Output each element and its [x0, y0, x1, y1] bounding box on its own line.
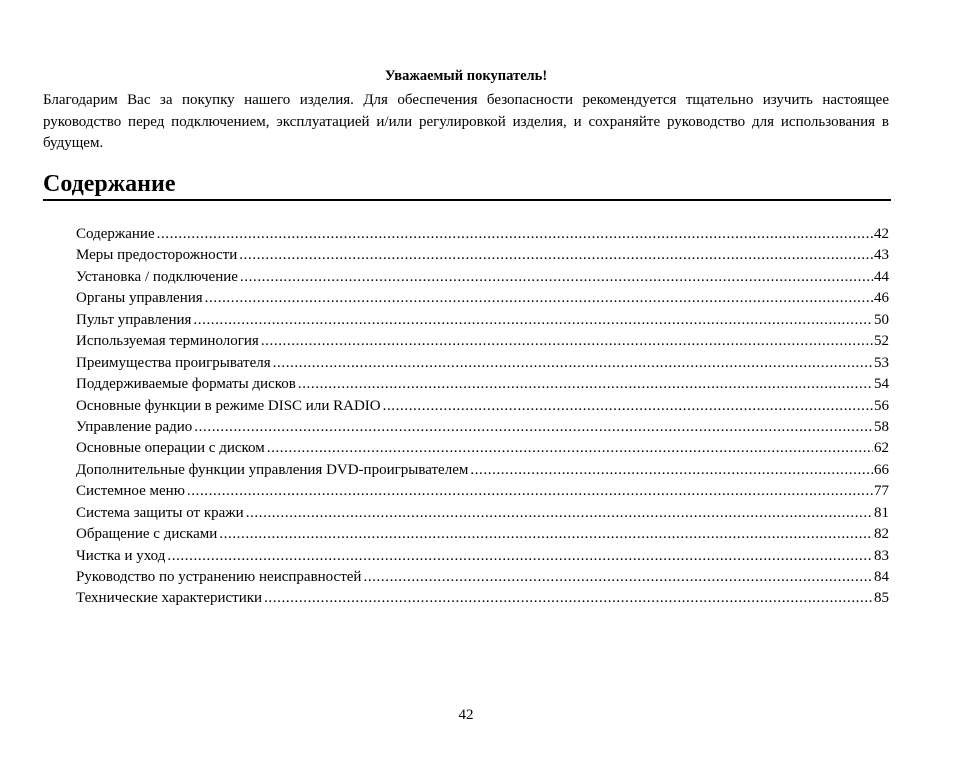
intro-paragraph: Благодарим Вас за покупку нашего изделия. Для обеспечения безопасности рекомендуется тщательно изучить настоящее руководство перед подключением, эксплуатацией и/или регулировкой изделия, и сохраняйте руководство для использования в будущем. [43, 92, 889, 151]
toc-entry-title: Установка / подключение [76, 268, 238, 285]
toc-entry-title: Меры предосторожности [76, 247, 238, 264]
toc-entry-title: Органы управления [76, 290, 203, 307]
toc-entry[interactable] [76, 481, 889, 502]
toc-leader-dots [246, 503, 873, 524]
toc-entry[interactable] [76, 331, 889, 352]
toc-entry-page: 58 [874, 418, 889, 435]
toc-leader-dots [219, 524, 873, 545]
toc-entry[interactable] [76, 288, 889, 309]
toc-leader-dots [193, 310, 873, 331]
table-of-contents [76, 224, 889, 610]
toc-entry-page: 42 [874, 226, 889, 242]
toc-entry-page: 82 [874, 526, 889, 543]
toc-entry-title: Используемая терминология [76, 333, 259, 350]
toc-leader-dots [273, 353, 873, 374]
toc-leader-dots [267, 438, 873, 459]
toc-entry-page: 62 [874, 440, 889, 457]
toc-entry[interactable] [76, 353, 889, 374]
toc-entry[interactable] [76, 310, 889, 331]
toc-entry-page: 44 [874, 268, 889, 285]
toc-entry[interactable] [76, 374, 889, 395]
toc-entry[interactable] [76, 417, 889, 438]
toc-entry[interactable] [76, 245, 889, 266]
toc-entry-page: 83 [874, 547, 889, 564]
toc-leader-dots [194, 417, 873, 438]
toc-entry[interactable] [76, 503, 889, 524]
toc-entry[interactable] [76, 396, 889, 417]
toc-entry-page: 50 [874, 311, 889, 328]
toc-entry-page: 53 [874, 354, 889, 371]
toc-entry-title: Пульт управления [76, 311, 192, 328]
toc-leader-dots [383, 396, 873, 417]
toc-entry[interactable] [76, 588, 889, 609]
toc-entry-title: Технические характеристики [76, 590, 263, 607]
toc-entry-title: Система защиты от кражи [76, 504, 244, 521]
toc-entry[interactable] [76, 224, 889, 245]
toc-entry-page: 85 [874, 590, 889, 607]
toc-leader-dots [239, 245, 873, 266]
toc-leader-dots [167, 546, 873, 567]
toc-entry[interactable] [76, 438, 889, 459]
toc-entry[interactable] [76, 460, 889, 481]
toc-entry-title: Руководство по устранению неисправностей [76, 569, 362, 585]
toc-entry-title: Содержание [76, 226, 155, 242]
toc-entry-page: 66 [874, 461, 889, 478]
toc-leader-dots [205, 288, 873, 309]
toc-entry-page: 52 [874, 333, 889, 350]
toc-leader-dots [264, 588, 873, 609]
toc-entry-page: 54 [874, 376, 889, 393]
toc-entry[interactable] [76, 567, 889, 588]
toc-leader-dots [187, 481, 873, 502]
toc-entry-title: Преимущества проигрывателя [76, 354, 271, 371]
toc-leader-dots [363, 567, 873, 588]
toc-entry-page: 84 [874, 569, 889, 585]
page-number: 42 [458, 707, 474, 723]
toc-entry-page: 77 [874, 483, 889, 500]
toc-entry-title: Обращение с дисками [76, 526, 218, 543]
greeting-heading: Уважаемый покупатель! [384, 68, 548, 84]
toc-entry-title: Дополнительные функции управления DVD-проигрывателем [76, 461, 469, 478]
toc-entry[interactable] [76, 267, 889, 288]
toc-entry-title: Системное меню [76, 483, 185, 500]
toc-entry-title: Основные операции с диском [76, 440, 265, 457]
toc-entry-page: 43 [874, 247, 889, 264]
toc-entry-page: 46 [874, 290, 889, 307]
toc-entry-title: Основные функции в режиме DISC или RADIO [76, 397, 381, 414]
toc-leader-dots [298, 374, 873, 395]
toc-leader-dots [240, 267, 873, 288]
toc-entry-page: 56 [874, 397, 889, 414]
toc-entry-title: Поддерживаемые форматы дисков [76, 376, 296, 393]
toc-entry-title: Чистка и уход [76, 547, 166, 564]
toc-leader-dots [261, 331, 873, 352]
toc-leader-dots [470, 460, 873, 481]
toc-entry[interactable] [76, 546, 889, 567]
toc-leader-dots [157, 224, 873, 245]
toc-entry-page: 81 [874, 504, 889, 521]
toc-entry-title: Управление радио [76, 418, 193, 435]
toc-entry[interactable] [76, 524, 889, 545]
toc-heading: Содержание [43, 170, 891, 201]
